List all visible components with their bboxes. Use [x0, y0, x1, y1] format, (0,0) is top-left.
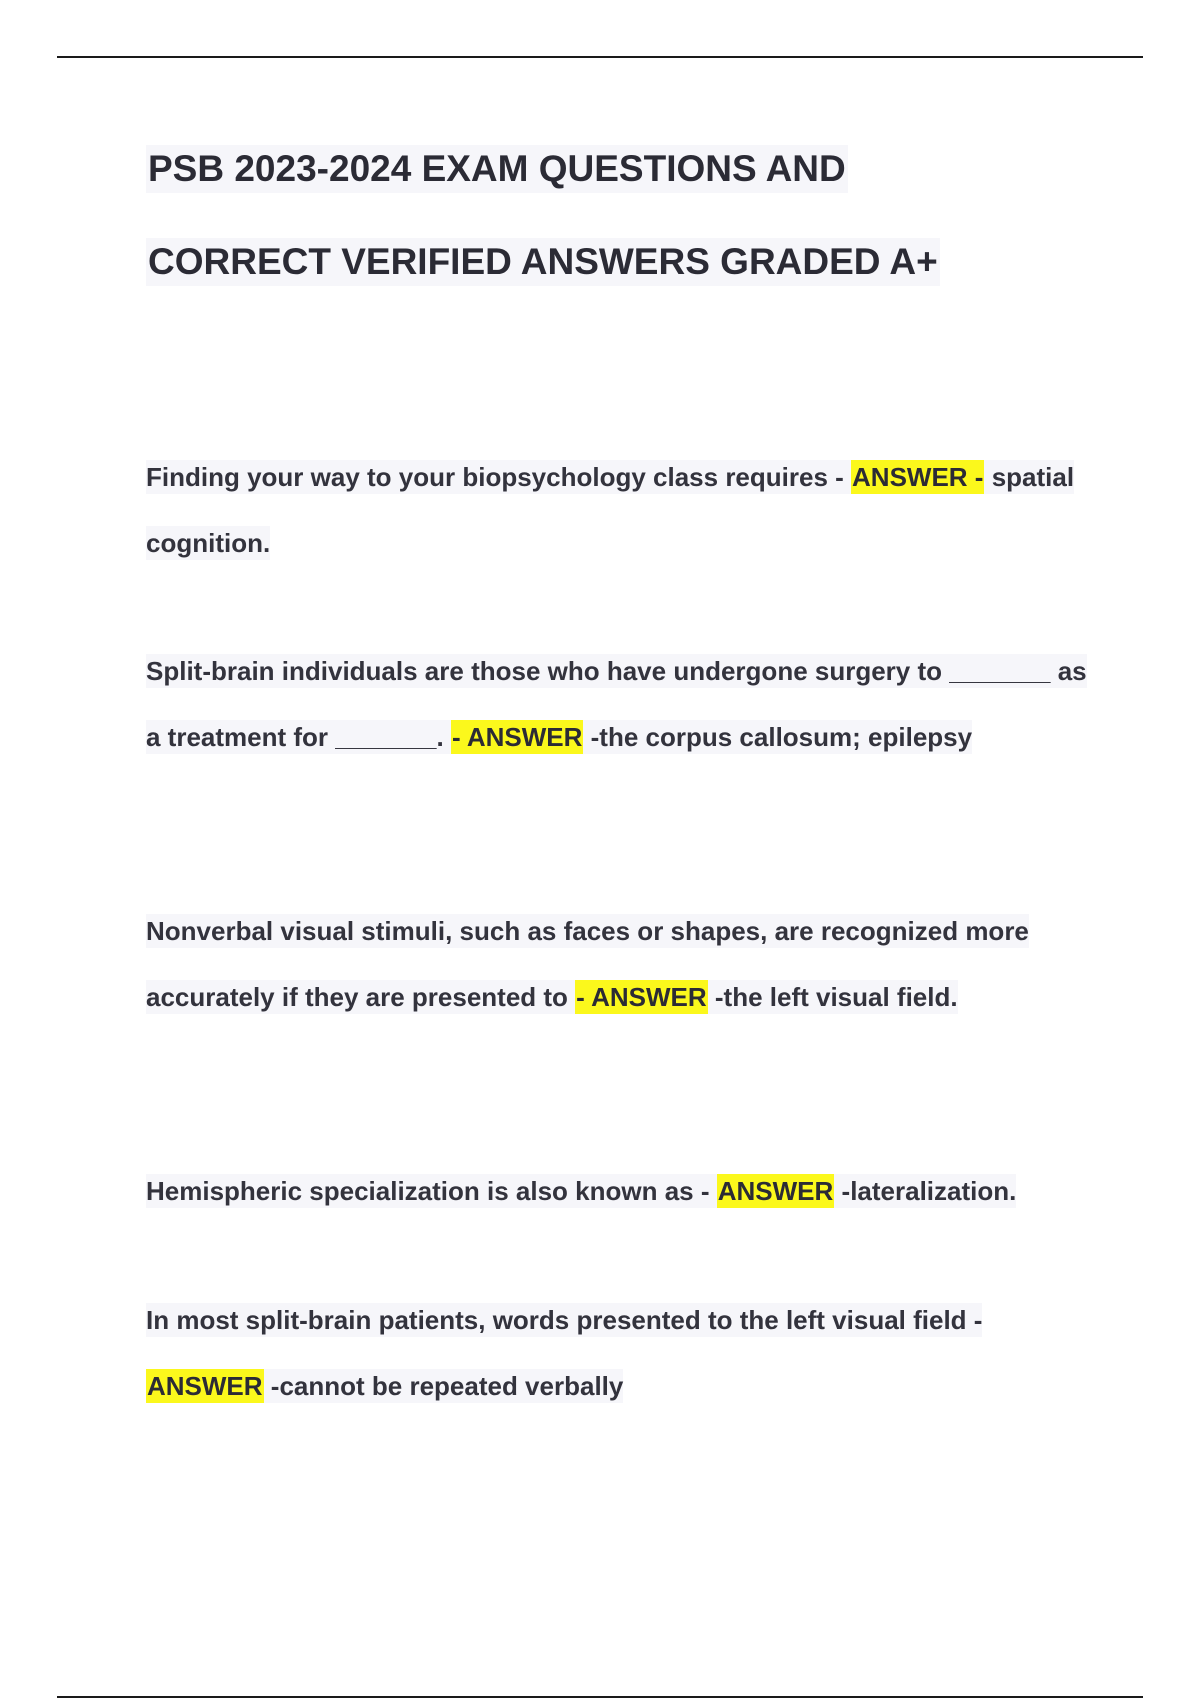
answer-marker: ANSWER: [717, 1176, 834, 1206]
question-text: Split-brain individuals are those who have undergone surgery to _______ as a treatment for _______.: [146, 656, 1087, 752]
document-title-line-2: CORRECT VERIFIED ANSWERS GRADED A+: [146, 238, 940, 286]
question-text: In most split-brain patients, words presented to the left visual field -: [146, 1305, 983, 1335]
qa-item: [146, 899, 1106, 1030]
bottom-rule: [57, 1696, 1143, 1698]
question-text: Nonverbal visual stimuli, such as faces or shapes, are recognized more accurately if they are presented to: [146, 916, 1029, 1012]
qa-item: [146, 445, 1106, 576]
qa-item: [146, 639, 1106, 770]
question-text: Hemispheric specialization is also known as -: [146, 1176, 717, 1206]
answer-text: -the left visual field.: [707, 981, 958, 1012]
question-text: Finding your way to your biopsychology class requires -: [146, 462, 852, 492]
answer-text: spatial cognition.: [146, 462, 1075, 558]
answer-text: -lateralization.: [834, 1176, 1017, 1206]
answer-marker: - ANSWER: [576, 981, 707, 1012]
document-title-line-1: PSB 2023-2024 EXAM QUESTIONS AND: [146, 145, 848, 193]
answer-text: -the corpus callosum; epilepsy: [583, 721, 973, 752]
answer-marker: - ANSWER: [451, 721, 583, 752]
qa-item: [146, 1288, 1106, 1419]
top-rule: [57, 56, 1143, 58]
answer-marker: ANSWER -: [852, 462, 984, 492]
answer-marker: ANSWER: [147, 1370, 263, 1401]
qa-item: [146, 1159, 1106, 1225]
answer-text: -cannot be repeated verbally: [263, 1370, 624, 1401]
